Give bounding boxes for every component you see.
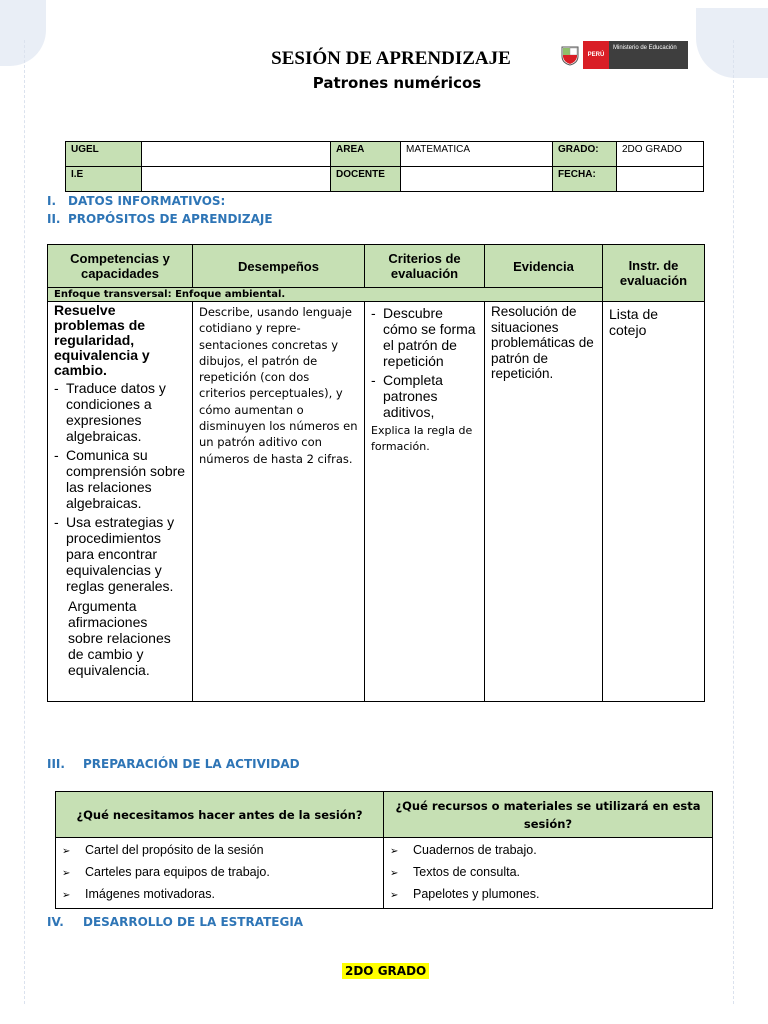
document-subtitle: Patrones numéricos (312, 74, 482, 92)
competencias-table (47, 244, 705, 702)
table-header-row (56, 792, 713, 838)
margin-guide-right (733, 40, 734, 1004)
list-item: ➢ Cartel del propósito de la sesión (62, 840, 378, 862)
header-instrumento: Instr. de evaluación (603, 245, 705, 302)
section-heading-3 (47, 757, 300, 771)
logo-ministry-label: Ministerio de Educación (609, 41, 688, 69)
header-antes-sesion: ¿Qué necesitamos hacer antes de la sesión? (56, 792, 384, 838)
criterios-list (371, 305, 478, 420)
section-heading-4 (47, 915, 303, 929)
list-item: - Usa estrategias y procedimientos para encontrar equivalencias y reglas generales. (54, 514, 186, 594)
capacidades-list (54, 380, 186, 594)
section-number: II. (47, 212, 61, 226)
grado-label: GRADO: (553, 142, 617, 167)
list-item: - Completa patrones aditivos, (371, 372, 478, 420)
criterios-cell (365, 302, 485, 702)
preparacion-table (55, 791, 713, 909)
instrumento-cell: Lista de cotejo (603, 302, 705, 702)
desempenos-cell (193, 302, 365, 702)
section-title: PROPÓSITOS DE APRENDIZAJE (68, 212, 273, 226)
fecha-value (617, 167, 704, 192)
recursos-cell (384, 838, 713, 909)
section-title: DATOS INFORMATIVOS: (68, 194, 226, 208)
grado-value: 2DO GRADO (617, 142, 704, 167)
document-title: SESIÓN DE APRENDIZAJE (271, 48, 511, 69)
ugel-value (142, 142, 331, 167)
logo-country-label: PERÚ (583, 41, 609, 69)
section-number: IV. (47, 915, 64, 929)
table-row (56, 838, 713, 909)
section-heading-2 (47, 212, 273, 226)
antes-sesion-list (62, 840, 378, 906)
ie-value (142, 167, 331, 192)
evidencia-text: Resolución de situaciones problemáticas de patrón de repetición. (491, 304, 594, 381)
list-item: ➢ Carteles para equipos de trabajo. (62, 862, 378, 884)
list-item: - Traduce datos y condiciones a expresiones algebraicas. (54, 380, 186, 444)
table-row (48, 302, 705, 702)
info-row (66, 142, 704, 167)
section-heading-1 (47, 194, 225, 208)
competencias-cell (48, 302, 193, 702)
peru-shield-icon (560, 44, 580, 66)
section-number: III. (47, 757, 65, 771)
list-item: ➢ Imágenes motivadoras. (62, 884, 378, 906)
header-recursos: ¿Qué recursos o materiales se utilizará en esta sesión? (384, 792, 713, 838)
antes-sesion-cell (56, 838, 384, 909)
table-header-row (48, 245, 705, 288)
ie-label: I.E (66, 167, 142, 192)
header-desempenos: Desempeños (193, 245, 365, 288)
list-item: - Comunica su comprensión sobre las relaciones algebraicas. (54, 447, 186, 511)
enfoque-transversal: Enfoque transversal: Enfoque ambiental. (48, 288, 603, 302)
desempeno-text: Describe, usando lenguaje cotidiano y repre-sentaciones concretas y dibujos, el patrón de repetición (con dos criterios perceptuales), y cómo aumentan o disminuyen los números en un patrón aditivo con números de hasta 2 cifras. (199, 305, 358, 466)
list-item: - Descubre cómo se forma el patrón de repetición (371, 305, 478, 369)
grade-badge: 2DO GRADO (342, 963, 429, 979)
criterio-explica: Explica la regla de formación. (371, 424, 473, 453)
info-table (65, 141, 704, 192)
section-title: PREPARACIÓN DE LA ACTIVIDAD (83, 757, 300, 771)
list-item: ➢ Textos de consulta. (390, 862, 707, 884)
header-criterios: Criterios de evaluación (365, 245, 485, 288)
section-title: DESARROLLO DE LA ESTRATEGIA (83, 915, 304, 929)
docente-label: DOCENTE (331, 167, 401, 192)
capacidad-argumenta: Argumenta afirmaciones sobre relaciones de cambio y equivalencia. (68, 598, 171, 678)
area-label: AREA (331, 142, 401, 167)
evidencia-cell (485, 302, 603, 702)
ugel-label: UGEL (66, 142, 142, 167)
list-item: ➢ Papelotes y plumones. (390, 884, 707, 906)
header-evidencia: Evidencia (485, 245, 603, 288)
area-value: MATEMATICA (401, 142, 553, 167)
docente-value (401, 167, 553, 192)
header-competencias: Competencias y capacidades (48, 245, 193, 288)
fecha-label: FECHA: (553, 167, 617, 192)
margin-guide-left (24, 40, 25, 1004)
info-row (66, 167, 704, 192)
recursos-list (390, 840, 707, 906)
section-number: I. (47, 194, 57, 208)
list-item: ➢ Cuadernos de trabajo. (390, 840, 707, 862)
competencia-title: Resuelve problemas de regularidad, equivalencia y cambio. (54, 302, 150, 378)
minedu-logo (560, 41, 688, 69)
